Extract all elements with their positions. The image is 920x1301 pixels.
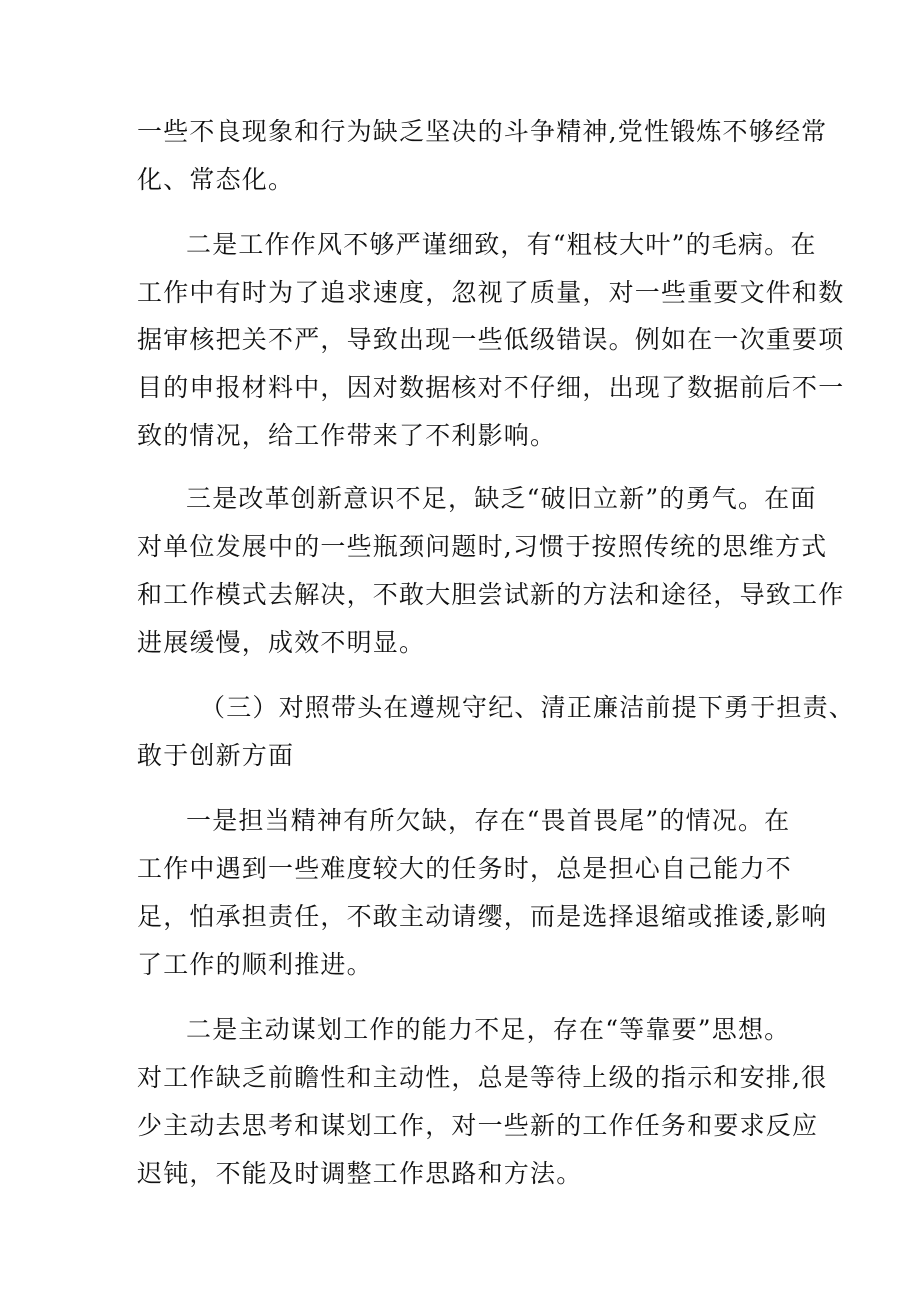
- paragraph-initiative-line-1: 二是主动谋划工作的能力不足，存在“等靠要”思想。: [186, 1015, 791, 1044]
- paragraph-innovation-line-3: 和工作模式去解决，不敢大胆尝试新的方法和途径，导致工作: [137, 580, 845, 609]
- paragraph-work-style-line-2: 工作中有时为了追求速度，忽视了质量，对一些重要文件和数: [137, 278, 845, 307]
- paragraph-continued-line-2: 化、常态化。: [137, 165, 295, 194]
- paragraph-responsibility-line-2: 工作中遇到一些难度较大的任务时，总是担心自己能力不: [137, 854, 793, 883]
- paragraph-work-style-line-4: 目的申报材料中，因对数据核对不仔细，出现了数据前后不一: [137, 373, 845, 402]
- paragraph-responsibility-line-1: 一是担当精神有所欠缺，存在“畏首畏尾”的情况。在: [186, 806, 791, 835]
- paragraph-initiative-line-3: 少主动去思考和谋划工作，对一些新的工作任务和要求反应: [137, 1111, 819, 1140]
- paragraph-innovation-line-1: 三是改革创新意识不足，缺乏“破旧立新”的勇气。在面: [186, 484, 817, 513]
- paragraph-innovation-line-2: 对单位发展中的一些瓶颈问题时,习惯于按照传统的思维方式: [137, 532, 828, 561]
- paragraph-work-style-line-1: 二是工作作风不够严谨细致，有“粗枝大叶”的毛病。在: [186, 230, 817, 259]
- paragraph-initiative-line-2: 对工作缺乏前瞻性和主动性，总是等待上级的指示和安排,很: [137, 1063, 828, 1092]
- paragraph-responsibility-line-3: 足，怕承担责任，不敢主动请缨，而是选择退缩或推诿,影响: [137, 902, 828, 931]
- section-heading-line-1: （三）对照带头在遵规守纪、清正廉洁前提下勇于担责、: [200, 693, 856, 722]
- paragraph-initiative-line-4: 迟钝，不能及时调整工作思路和方法。: [137, 1159, 583, 1188]
- paragraph-continued-line-1: 一些不良现象和行为缺乏坚决的斗争精神,党性锻炼不够经常: [137, 117, 828, 146]
- paragraph-responsibility-line-4: 了工作的顺利推进。: [137, 950, 373, 979]
- paragraph-innovation-line-4: 进展缓慢，成效不明显。: [137, 628, 426, 657]
- paragraph-work-style-line-5: 致的情况，给工作带来了不利影响。: [137, 421, 557, 450]
- section-heading-line-2: 敢于创新方面: [137, 741, 295, 770]
- paragraph-work-style-line-3: 据审核把关不严，导致出现一些低级错误。例如在一次重要项: [137, 325, 845, 354]
